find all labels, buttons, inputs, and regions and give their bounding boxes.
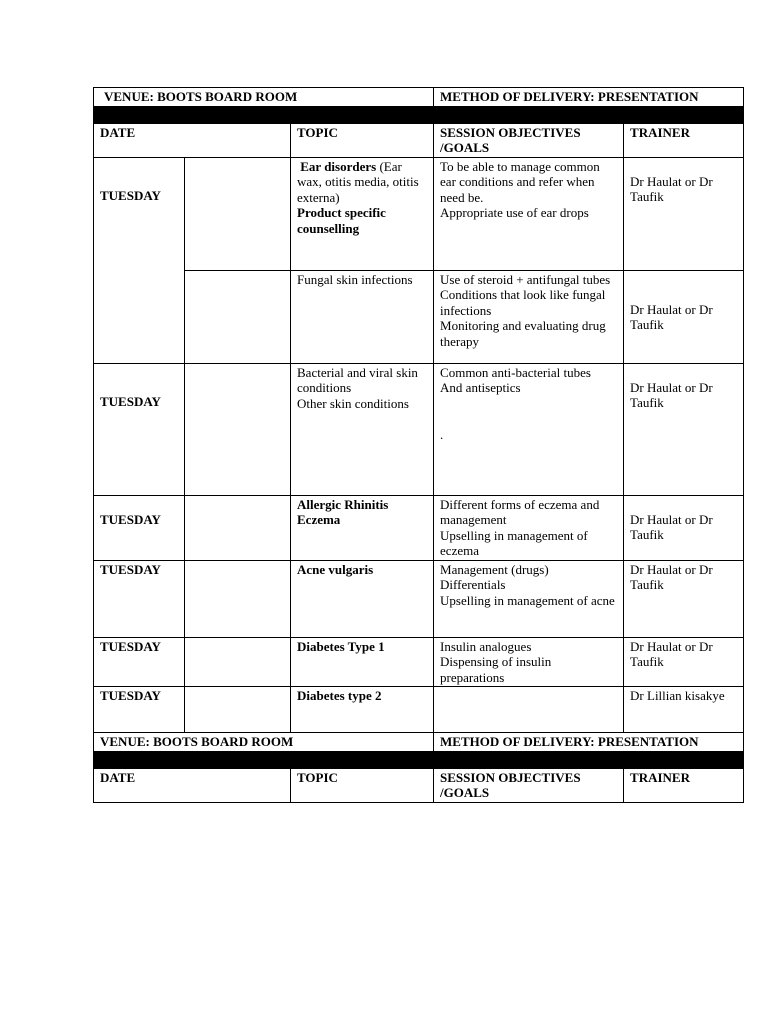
venue-row (94, 88, 744, 107)
objective-item: Dispensing of insulin preparations (440, 654, 552, 685)
day-cell: TUESDAY (94, 560, 185, 637)
training-schedule-table (93, 87, 744, 803)
topic-cell (291, 363, 434, 495)
trainer-cell: Dr Haulat or Dr Taufik (624, 560, 744, 637)
objective-item: To be able to manage common ear conditions and refer when need be. (440, 158, 600, 205)
topic-line: Bacterial and viral skin conditions (297, 364, 418, 395)
column-header-objectives: SESSION OBJECTIVES /GOALS (434, 123, 624, 157)
objective-item: . (440, 426, 444, 442)
blank-cell (185, 495, 291, 560)
column-header-date: DATE (94, 123, 291, 157)
objective-item: Common anti-bacterial tubes (440, 364, 591, 380)
blank-cell (185, 687, 291, 733)
objectives-cell (434, 560, 624, 637)
delivery-method-label: METHOD OF DELIVERY: PRESENTATION (434, 733, 744, 752)
column-header-row (94, 768, 744, 802)
table-row (94, 270, 744, 363)
table-row (94, 157, 744, 270)
topic-cell (291, 157, 434, 270)
blank-cell (185, 637, 291, 687)
topic-cell (291, 495, 434, 560)
topic-line: Other skin conditions (297, 395, 409, 411)
objectives-cell (434, 495, 624, 560)
objective-item: Management (drugs) (440, 561, 549, 577)
topic-cell: Diabetes type 2 (291, 687, 434, 733)
blank-cell (185, 560, 291, 637)
column-header-objectives: SESSION OBJECTIVES /GOALS (434, 768, 624, 802)
day-cell: TUESDAY (94, 637, 185, 687)
objective-item: Conditions that look like fungal infections (440, 287, 606, 318)
trainer-cell: Dr Haulat or Dr Taufik (624, 495, 744, 560)
day-cell: TUESDAY (94, 363, 185, 495)
topic-cell: Diabetes Type 1 (291, 637, 434, 687)
objective-item: Upselling in management of eczema (440, 527, 588, 558)
column-header-topic: TOPIC (291, 768, 434, 802)
column-header-trainer: TRAINER (624, 768, 744, 802)
objective-item: And antiseptics (440, 380, 521, 395)
trainer-cell: Dr Haulat or Dr Taufik (624, 270, 744, 363)
column-header-trainer: TRAINER (624, 123, 744, 157)
venue-row (94, 733, 744, 752)
day-cell: TUESDAY (94, 157, 185, 363)
table-row (94, 363, 744, 495)
objective-item: Monitoring and evaluating drug therapy (440, 318, 606, 349)
column-header-topic: TOPIC (291, 123, 434, 157)
trainer-cell: Dr Haulat or Dr Taufik (624, 363, 744, 495)
objectives-cell (434, 270, 624, 363)
objective-item: Upselling in management of acne (440, 592, 615, 608)
topic-ear-disorders: Ear disorders (300, 158, 377, 174)
table-row (94, 637, 744, 687)
trainer-cell: Dr Haulat or Dr Taufik (624, 157, 744, 270)
column-header-row (94, 123, 744, 157)
objective-item: Different forms of eczema and management (440, 496, 600, 527)
objectives-cell (434, 363, 624, 495)
topic-ear-details: (Ear wax, otitis media, otitis externa) (297, 158, 419, 205)
trainer-cell: Dr Haulat or Dr Taufik (624, 637, 744, 687)
venue-label: VENUE: BOOTS BOARD ROOM (94, 88, 434, 107)
topic-cell: Acne vulgaris (291, 560, 434, 637)
blank-cell (185, 157, 291, 270)
table-row (94, 560, 744, 637)
topic-product-counselling: Product specific counselling (297, 205, 386, 236)
topic-line: Eczema (297, 512, 341, 527)
topic-line: Allergic Rhinitis (297, 496, 389, 512)
objective-item: Use of steroid + antifungal tubes (440, 271, 611, 287)
day-cell: TUESDAY (94, 687, 185, 733)
objectives-cell (434, 157, 624, 270)
table-row (94, 495, 744, 560)
blank-cell (185, 270, 291, 363)
column-header-date: DATE (94, 768, 291, 802)
objectives-cell (434, 687, 624, 733)
objectives-cell (434, 637, 624, 687)
venue-label: VENUE: BOOTS BOARD ROOM (94, 733, 434, 752)
objective-item: Insulin analogues (440, 638, 532, 654)
trainer-cell: Dr Lillian kisakye (624, 687, 744, 733)
black-separator-bar (94, 751, 744, 768)
day-cell: TUESDAY (94, 495, 185, 560)
table-row (94, 687, 744, 733)
objective-item: Appropriate use of ear drops (440, 205, 589, 220)
objective-item: Differentials (440, 577, 506, 592)
topic-cell: Fungal skin infections (291, 270, 434, 363)
black-separator-bar (94, 106, 744, 123)
blank-cell (185, 363, 291, 495)
delivery-method-label: METHOD OF DELIVERY: PRESENTATION (434, 88, 744, 107)
